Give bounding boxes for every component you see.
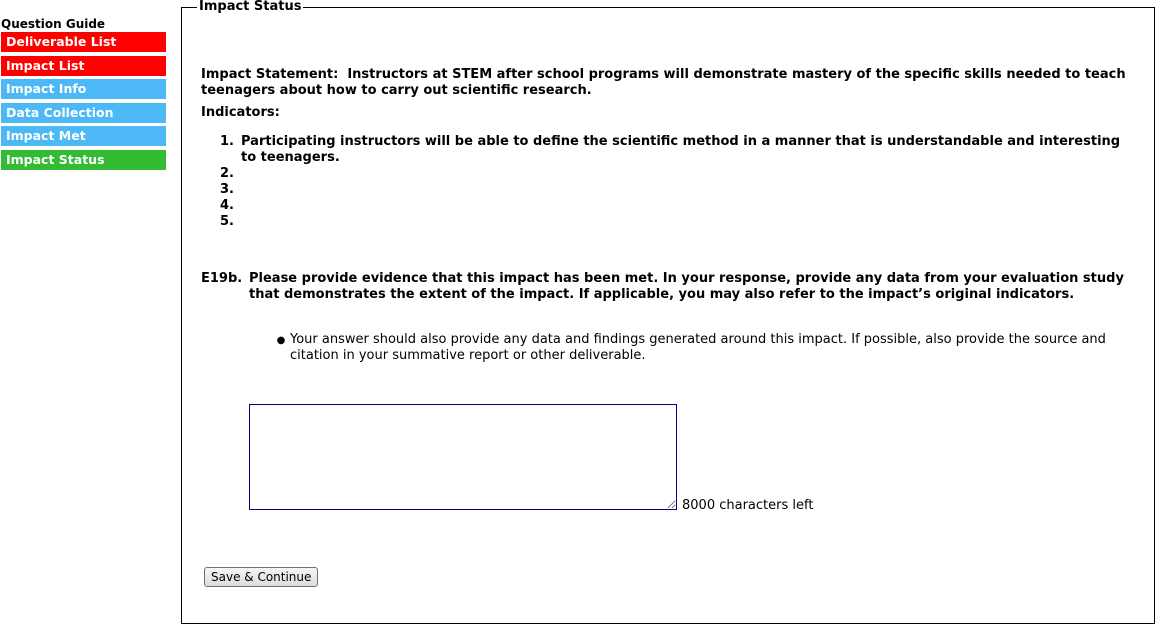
sidebar-item-deliverable-list[interactable]: Deliverable List <box>1 32 166 52</box>
indicator-item <box>201 166 1131 182</box>
characters-left-counter: 8000 characters left <box>682 498 814 513</box>
answer-textarea[interactable] <box>249 404 677 510</box>
save-continue-button[interactable]: Save & Continue <box>204 567 318 587</box>
impact-status-fieldset <box>181 0 1155 624</box>
indicator-text <box>241 182 1131 198</box>
indicator-text <box>241 214 1131 230</box>
sidebar-item-impact-met[interactable]: Impact Met <box>1 126 166 146</box>
question-number: E19b. <box>201 271 243 286</box>
indicator-item <box>201 134 1131 166</box>
question-text: Please provide evidence that this impact has been met. In your response, provide any data from your evaluation study that demonstrates the extent of the impact. If applicable, you may also refer to the impact’s original indicators. <box>249 271 1124 302</box>
fieldset-legend: Impact Status <box>199 0 302 14</box>
indicator-number: 3. <box>220 182 234 197</box>
answer-hint <box>272 332 1122 364</box>
sidebar-item-impact-status[interactable]: Impact Status <box>1 150 166 170</box>
indicator-item <box>201 198 1131 214</box>
sidebar-item-impact-info[interactable]: Impact Info <box>1 79 166 99</box>
indicator-item <box>201 214 1131 230</box>
indicator-text <box>241 166 1131 182</box>
impact-statement-text: Instructors at STEM after school programs will demonstrate mastery of the specific skills needed to teach teenagers about how to carry out scientific research. <box>201 67 1126 98</box>
indicator-number: 4. <box>220 198 234 213</box>
impact-statement <box>201 67 1131 99</box>
sidebar-item-impact-list[interactable]: Impact List <box>1 56 166 76</box>
indicator-list <box>201 134 1131 230</box>
indicator-text: Participating instructors will be able to define the scientific method in a manner that is understandable and interesting to teenagers. <box>241 134 1121 165</box>
question-e19b <box>201 271 1131 303</box>
indicator-number: 1. <box>220 134 234 149</box>
indicator-number: 5. <box>220 214 234 229</box>
indicator-item <box>201 182 1131 198</box>
indicators-label: Indicators: <box>201 105 280 120</box>
indicator-number: 2. <box>220 166 234 181</box>
question-guide-title: Question Guide <box>1 17 106 31</box>
sidebar-item-data-collection[interactable]: Data Collection <box>1 103 166 123</box>
question-guide-sidebar <box>1 17 166 174</box>
impact-statement-label: Impact Statement: <box>201 67 339 82</box>
hint-text: Your answer should also provide any data and findings generated around this impact. If possible, also provide the source and citation in your summative report or other deliverable. <box>290 332 1106 363</box>
bullet-icon: ● <box>276 335 286 346</box>
indicator-text <box>241 198 1131 214</box>
